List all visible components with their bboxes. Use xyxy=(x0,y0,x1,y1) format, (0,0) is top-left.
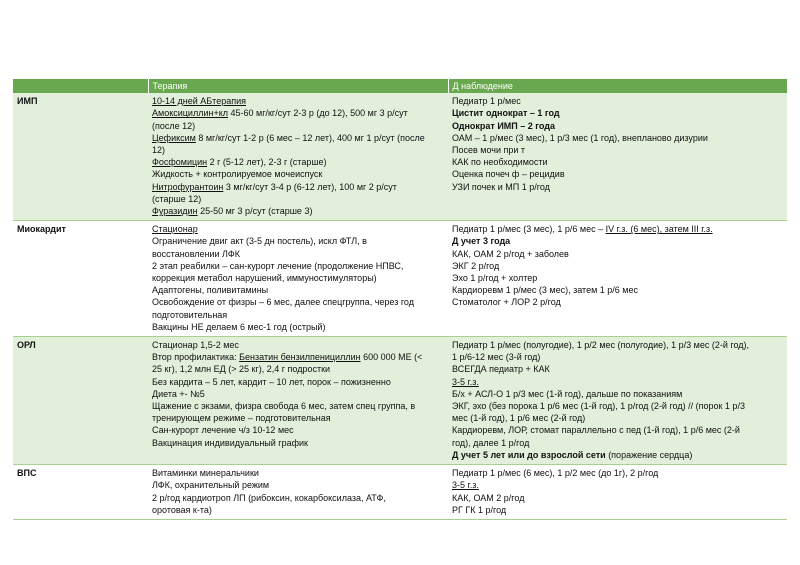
text-line xyxy=(452,376,783,388)
text-segment: Фосфомицин xyxy=(152,157,208,168)
text-segment: Освобождение от физры – 6 мес, далее спецгруппа, через год xyxy=(152,297,414,308)
text-segment: 2 г (5-12 лет), 2-3 г (старше) xyxy=(207,157,327,168)
table-row xyxy=(13,465,787,520)
text-line xyxy=(152,235,444,247)
table-row xyxy=(13,337,787,465)
text-line xyxy=(452,400,783,412)
text-segment: Адаптогены, поливитамины xyxy=(152,285,269,296)
text-line xyxy=(452,132,783,144)
text-segment: 3 мг/кг/сут 3-4 р (6-12 лет), 100 мг 2 р/сут xyxy=(223,181,397,192)
text-line xyxy=(152,181,444,193)
text-segment: Диета +- №5 xyxy=(152,388,205,399)
text-line xyxy=(152,248,444,260)
condition-name: ВПС xyxy=(13,465,148,520)
text-line xyxy=(452,107,783,119)
text-line xyxy=(452,449,783,461)
text-segment: Жидкость + контролируемое мочеиспуск xyxy=(152,169,323,180)
text-line xyxy=(452,504,783,516)
text-line xyxy=(152,412,444,424)
text-line xyxy=(152,424,444,436)
text-line xyxy=(152,376,444,388)
header-followup: Д наблюдение xyxy=(448,79,787,93)
text-segment: Бензатин бензилпенициллин xyxy=(239,352,361,363)
text-line xyxy=(452,424,783,436)
table-row xyxy=(13,93,787,221)
text-line xyxy=(452,181,783,193)
text-line xyxy=(152,388,444,400)
text-segment: Без кардита – 5 лет, кардит – 10 лет, порок – пожизненно xyxy=(152,376,391,387)
text-line xyxy=(152,260,444,272)
text-line xyxy=(452,351,783,363)
text-line xyxy=(452,223,783,235)
text-segment: Стационар xyxy=(152,224,198,235)
therapy-cell xyxy=(148,221,448,337)
text-line xyxy=(152,309,444,321)
text-line xyxy=(152,400,444,412)
text-segment: Амоксициллин+кл xyxy=(152,108,228,119)
text-line xyxy=(152,479,444,491)
table-row xyxy=(13,221,787,337)
therapy-cell xyxy=(148,465,448,520)
text-segment: Ограничение двиг акт (3-5 дн постель), искл ФТЛ, в xyxy=(152,236,367,247)
text-segment: тренирующем режиме – подготовительная xyxy=(152,413,331,424)
text-line xyxy=(152,272,444,284)
text-segment: 3-5 г.з. xyxy=(452,376,479,387)
text-line xyxy=(152,321,444,333)
text-line xyxy=(452,479,783,491)
text-segment: год), далее 1 р/год xyxy=(452,437,530,448)
followup-cell xyxy=(448,93,787,221)
text-segment: восстановлении ЛФК xyxy=(152,248,240,259)
text-line xyxy=(152,95,444,107)
text-line xyxy=(152,351,444,363)
text-segment: Педиатр 1 р/мес (полугодие), 1 р/2 мес (полугодие), 1 р/3 мес (2-й год), xyxy=(452,340,749,351)
text-segment: Педиатр 1 р/мес (6 мес), 1 р/2 мес (до 1г), 2 р/год xyxy=(452,468,659,479)
text-line xyxy=(152,132,444,144)
text-segment: Втор профилактика: xyxy=(152,352,240,363)
text-line xyxy=(152,467,444,479)
text-segment: Нитрофурантоин xyxy=(152,181,224,192)
text-segment: ЛФК, охранительный режим xyxy=(152,480,270,491)
text-segment: Посев мочи при т xyxy=(452,145,526,156)
condition-name: ОРЛ xyxy=(13,337,148,465)
text-segment: мес (1-й год), 1 р/6 мес (2-й год) xyxy=(452,413,586,424)
text-segment: ОАМ – 1 р/мес (3 мес), 1 р/3 мес (1 год), внепланово дизурии xyxy=(452,132,708,143)
text-segment: Цефиксим xyxy=(152,132,196,143)
condition-name: ИМП xyxy=(13,93,148,221)
text-line xyxy=(452,120,783,132)
text-line xyxy=(452,248,783,260)
text-segment: коррекция метабол нарушений, иммуностимуляторы) xyxy=(152,273,377,284)
header-name xyxy=(13,79,148,93)
text-segment: 3-5 г.з. xyxy=(452,480,479,491)
text-segment: (поражение сердца) xyxy=(605,449,693,460)
text-line xyxy=(152,284,444,296)
text-segment: оротовая к-та) xyxy=(152,504,212,515)
text-segment: Б/х + АСЛ-О 1 р/3 мес (1-й год), дальше по показаниям xyxy=(452,388,683,399)
text-segment: УЗИ почек и МП 1 р/год xyxy=(452,181,550,192)
text-line xyxy=(452,296,783,308)
text-line xyxy=(452,412,783,424)
header-therapy: Терапия xyxy=(148,79,448,93)
text-line xyxy=(452,95,783,107)
text-segment: 25-50 мг 3 р/сут (старше 3) xyxy=(197,206,313,217)
text-segment: Цистит однократ – 1 год xyxy=(452,108,560,119)
therapy-cell xyxy=(148,337,448,465)
text-segment: ВСЕГДА педиатр + КАК xyxy=(452,364,550,375)
text-line xyxy=(452,144,783,156)
followup-cell xyxy=(448,337,787,465)
therapy-cell xyxy=(148,93,448,221)
text-segment: Педиатр 1 р/мес xyxy=(452,96,521,107)
text-segment: IV г.з. (6 мес), затем III г.з. xyxy=(605,224,713,235)
text-line xyxy=(152,504,444,516)
text-segment: 45-60 мг/кг/сут 2-3 р (до 12), 500 мг 3 р/сут xyxy=(228,108,408,119)
text-line xyxy=(152,437,444,449)
text-segment: 8 мг/кг/сут 1-2 р (6 мес – 12 лет), 400 мг 1 р/сут (после xyxy=(195,132,425,143)
text-line xyxy=(152,492,444,504)
text-segment: Стационар 1,5-2 мес xyxy=(152,340,239,351)
text-line xyxy=(452,156,783,168)
text-segment: Педиатр 1 р/мес (3 мес), 1 р/6 мес – xyxy=(452,224,606,235)
text-segment: Однократ ИМП – 2 года xyxy=(452,120,556,131)
text-line xyxy=(452,284,783,296)
text-segment: Вакцины НЕ делаем 6 мес-1 год (острый) xyxy=(152,321,326,332)
text-line xyxy=(152,339,444,351)
text-line xyxy=(152,156,444,168)
text-segment: (старше 12) xyxy=(152,193,202,204)
text-line xyxy=(452,467,783,479)
text-segment: Оценка почеч ф – рецидив xyxy=(452,169,565,180)
text-line xyxy=(152,296,444,308)
text-segment: Д учет 3 года xyxy=(452,236,511,247)
followup-cell xyxy=(448,221,787,337)
text-line xyxy=(452,235,783,247)
text-line xyxy=(452,363,783,375)
text-line xyxy=(452,437,783,449)
notes-table xyxy=(13,79,788,520)
text-segment: 25 кг), 1,2 млн ЕД (> 25 кг), 2,4 г подростки xyxy=(152,364,331,375)
text-line xyxy=(152,144,444,156)
text-segment: ЭКГ 2 р/год xyxy=(452,260,500,271)
table-header-row xyxy=(13,79,787,93)
text-segment: Кардиоревм 1 р/мес (3 мес), затем 1 р/6 мес xyxy=(452,285,638,296)
text-segment: Сан-курорт лечение ч/з 10-12 мес xyxy=(152,425,294,436)
text-segment: Кардиоревм, ЛОР, стомат параллельно с пед (1-й год), 1 р/6 мес (2-й xyxy=(452,425,740,436)
text-line xyxy=(452,388,783,400)
text-segment: 2 этап реабилки – сан-курорт лечение (продолжение НПВС, xyxy=(152,260,404,271)
text-line xyxy=(452,492,783,504)
text-line xyxy=(152,107,444,119)
condition-name: Миокардит xyxy=(13,221,148,337)
text-line xyxy=(152,223,444,235)
text-line xyxy=(152,168,444,180)
text-segment: Стоматолог + ЛОР 2 р/год xyxy=(452,297,561,308)
text-segment: Щажение с экзами, физра свобода 6 мес, затем спец группа, в xyxy=(152,401,416,412)
text-line xyxy=(152,193,444,205)
text-segment: 600 000 МЕ (< xyxy=(360,352,423,363)
text-segment: Вакцинация индивидуальный график xyxy=(152,437,308,448)
text-line xyxy=(152,120,444,132)
text-segment: КАК, ОАМ 2 р/год + заболев xyxy=(452,248,569,259)
text-segment: 12) xyxy=(152,145,166,156)
text-line xyxy=(452,272,783,284)
text-segment: подготовительная xyxy=(152,309,228,320)
text-segment: 2 р/год кардиотроп ЛП (рибоксин, кокарбоксилаза, АТФ, xyxy=(152,492,386,503)
followup-cell xyxy=(448,465,787,520)
text-line xyxy=(452,339,783,351)
text-line xyxy=(152,205,444,217)
text-segment: (после 12) xyxy=(152,120,196,131)
text-segment: Д учет 5 лет или до взрослой сети xyxy=(452,449,606,460)
text-segment: Фуразидин xyxy=(152,206,198,217)
text-line xyxy=(152,363,444,375)
text-line xyxy=(452,260,783,272)
text-segment: КАК, ОАМ 2 р/год xyxy=(452,492,525,503)
text-segment: РГ ГК 1 р/год xyxy=(452,504,507,515)
text-segment: Витаминки минеральчики xyxy=(152,468,259,479)
text-segment: ЭКГ, эхо (без порока 1 р/6 мес (1-й год), 1 р/год (2-й год) // (порок 1 р/3 xyxy=(452,401,745,412)
text-segment: 10-14 дней АБтерапия xyxy=(152,96,246,107)
text-line xyxy=(452,168,783,180)
text-segment: 1 р/6-12 мес (3-й год) xyxy=(452,352,541,363)
text-segment: Эхо 1 р/год + холтер xyxy=(452,273,538,284)
text-segment: КАК по необходимости xyxy=(452,157,548,168)
